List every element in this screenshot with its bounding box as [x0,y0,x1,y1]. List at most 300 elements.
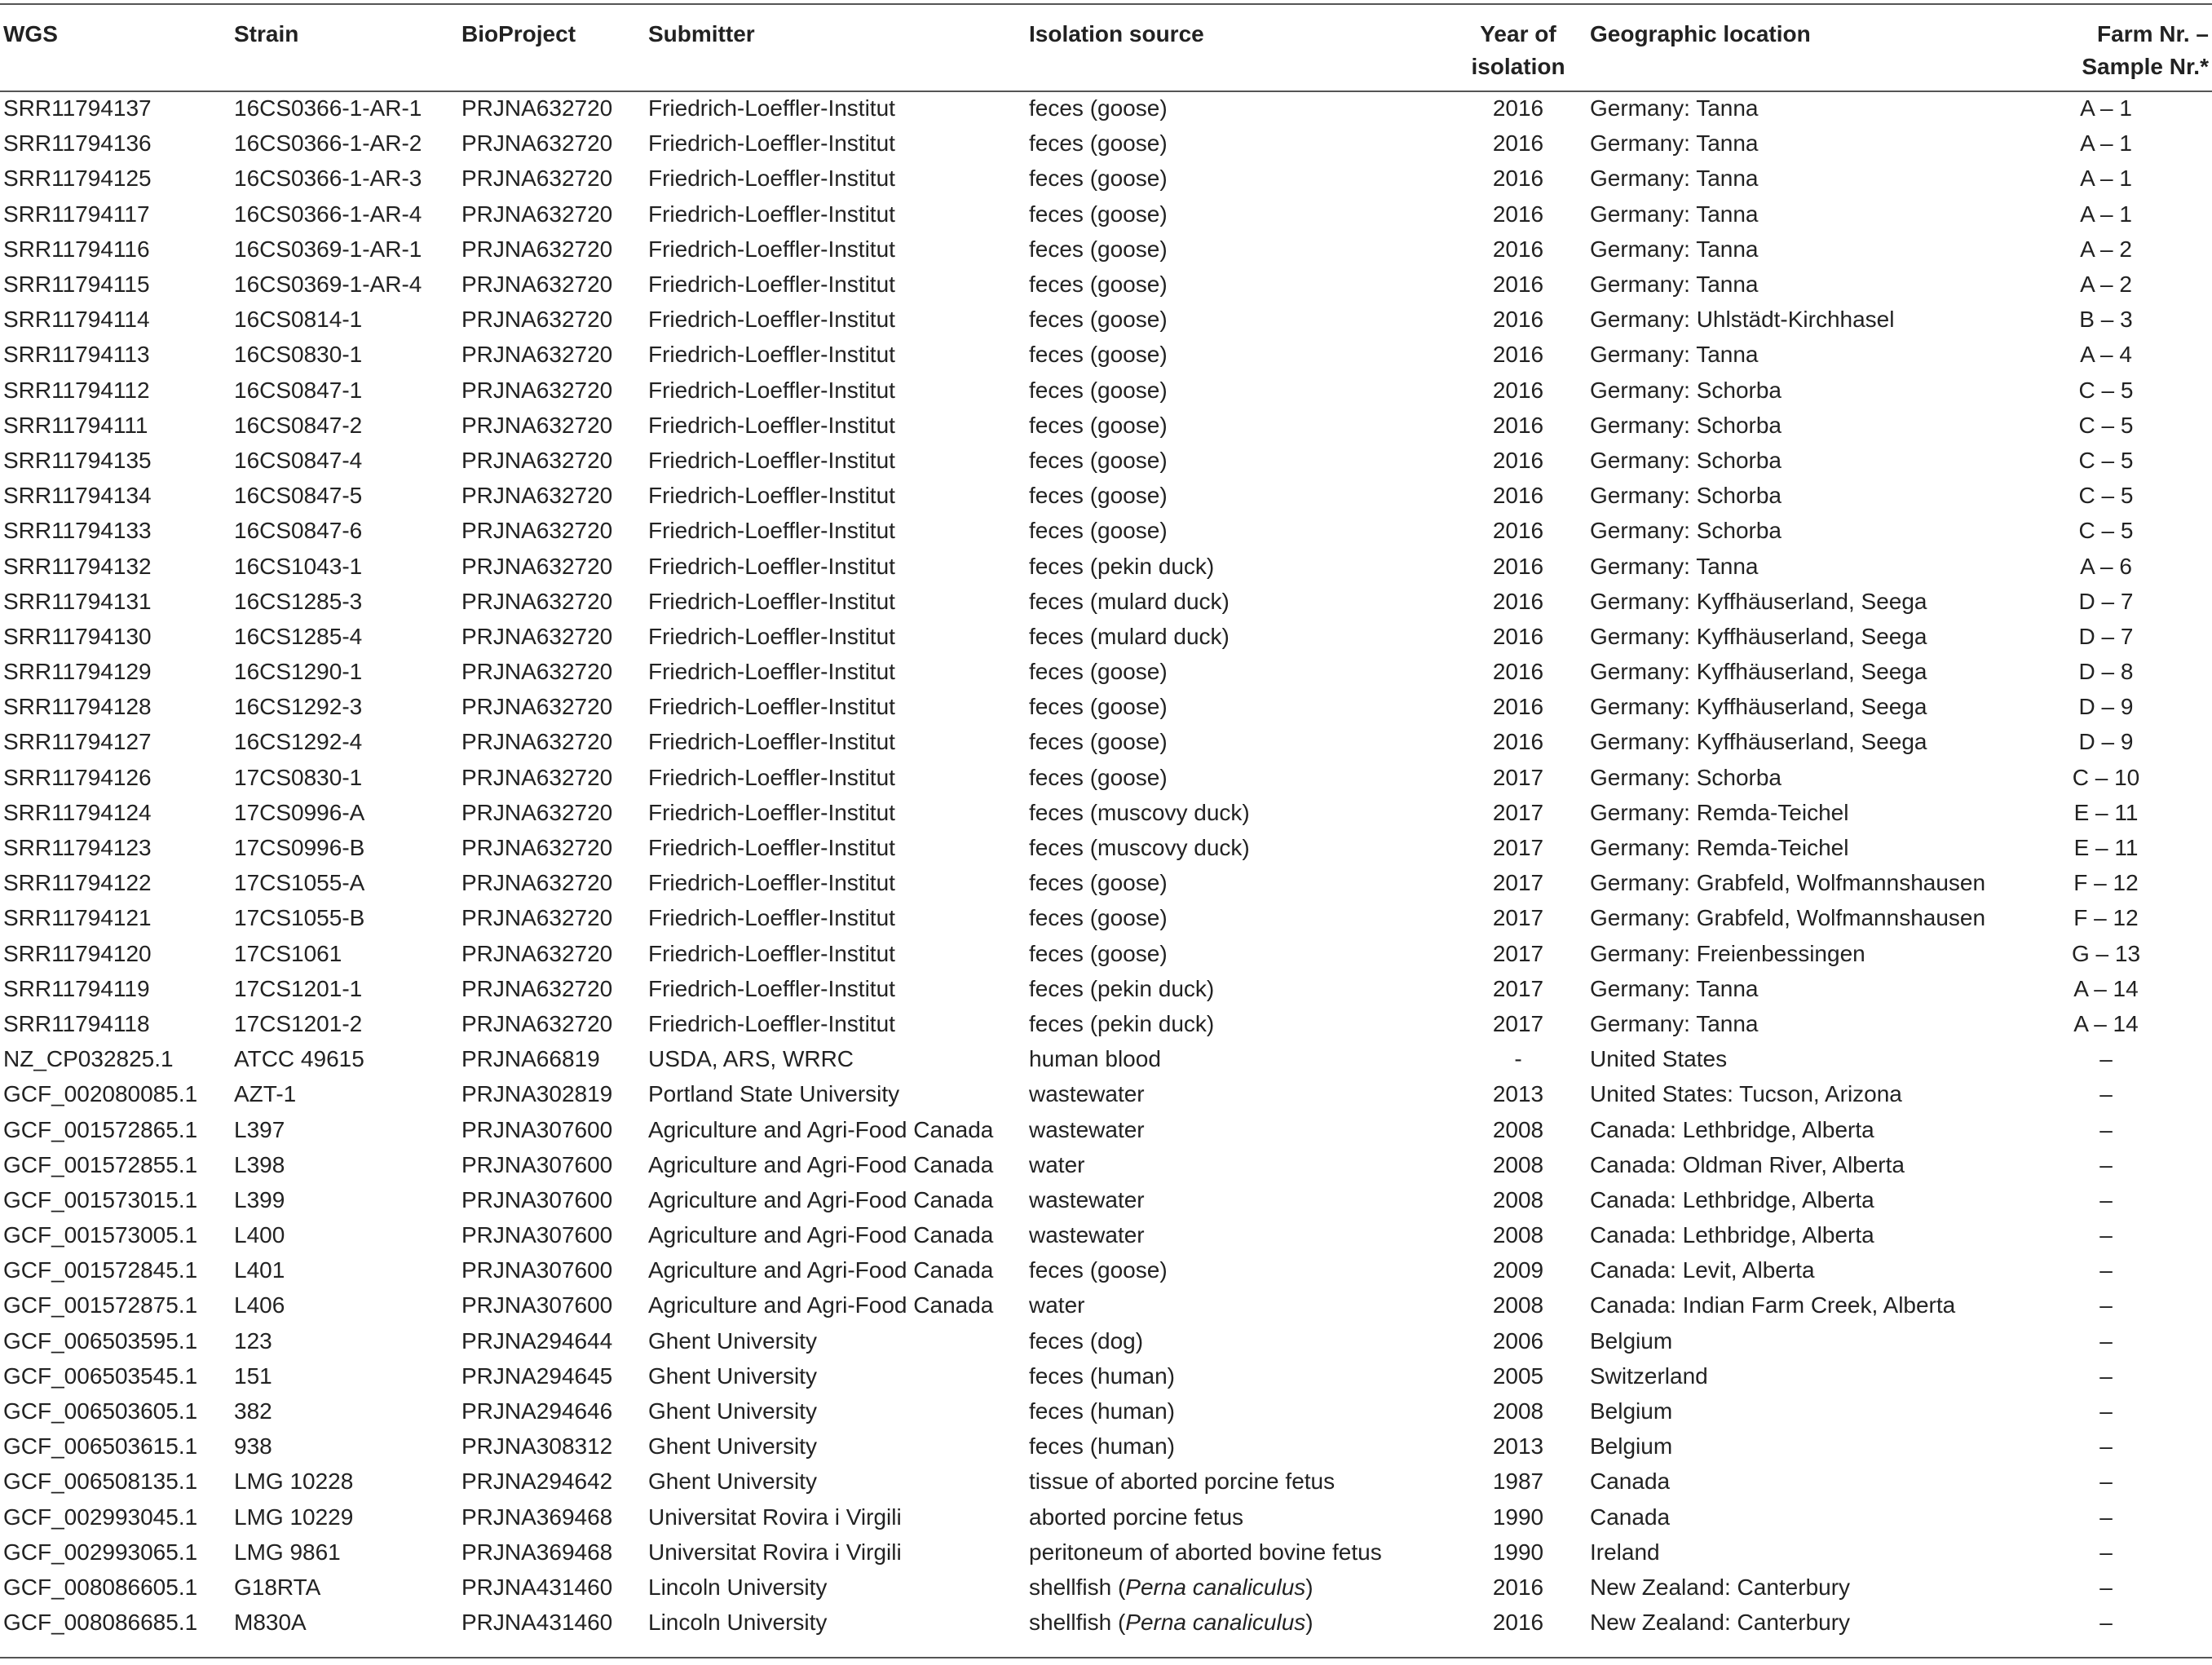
cell-isolation-source: wastewater [1029,1222,1145,1248]
table-body [0,91,2212,1640]
cell-farm-sample: – [2099,1433,2113,1460]
cell-year: 2008 [1492,1186,1544,1212]
cell-submitter: Agriculture and Agri-Food Canada [648,1116,994,1142]
header-row [0,0,2212,91]
cell-isolation-source: feces (goose) [1029,166,1168,192]
cell-strain: 16CS0847-2 [234,412,363,438]
cell-isolation-source: feces (human) [1029,1398,1175,1424]
cell-wgs: SRR11794126 [3,764,152,790]
cell-wgs: SRR11794120 [3,940,152,966]
cell-isolation-source: feces (pekin duck) [1029,975,1215,1001]
source-tail: ) [1305,1610,1314,1636]
cell-bioproject: PRJNA632720 [461,835,613,861]
cell-wgs: GCF_006503615.1 [3,1433,198,1460]
cell-bioproject: PRJNA369468 [461,1504,613,1530]
source-tail: ) [1305,1574,1314,1600]
cell-wgs: GCF_002993065.1 [3,1539,198,1565]
cell-wgs: GCF_001572855.1 [3,1151,198,1177]
cell-bioproject: PRJNA632720 [461,975,613,1001]
cell-year: 2016 [1492,729,1544,755]
table-row [0,126,2212,161]
cell-isolation-source: wastewater [1029,1116,1145,1142]
cell-submitter: Agriculture and Agri-Food Canada [648,1257,994,1283]
cell-geographic-location: Belgium [1590,1327,1673,1354]
cell-geographic-location: Canada: Indian Farm Creek, Alberta [1590,1292,1956,1318]
cell-wgs: SRR11794137 [3,95,152,121]
cell-strain: 16CS0847-1 [234,377,363,403]
cell-geographic-location: Germany: Uhlstädt-Kirchhasel [1590,307,1895,333]
cell-geographic-location: Germany: Tanna [1590,342,1759,368]
cell-wgs: GCF_002993045.1 [3,1504,198,1530]
cell-geographic-location: Germany: Tanna [1590,553,1759,579]
cell-bioproject: PRJNA632720 [461,272,613,298]
cell-farm-sample: D – 8 [2078,659,2134,685]
header-geographic-location: Geographic location [1590,21,1811,46]
table-row [0,408,2212,443]
cell-strain: L399 [234,1186,285,1212]
cell-wgs: GCF_001572865.1 [3,1116,198,1142]
cell-farm-sample: – [2099,1468,2113,1495]
cell-wgs: GCF_001573015.1 [3,1186,198,1212]
cell-strain: 16CS1292-3 [234,694,363,720]
cell-year: 2013 [1492,1433,1544,1460]
cell-farm-sample: – [2099,1574,2113,1600]
cell-farm-sample: – [2099,1292,2113,1318]
cell-year: 2013 [1492,1081,1544,1107]
cell-geographic-location: Switzerland [1590,1362,1708,1389]
cell-submitter: Lincoln University [648,1610,828,1636]
cell-strain: 16CS1285-4 [234,623,363,649]
table-row [0,161,2212,196]
cell-strain: L401 [234,1257,285,1283]
cell-farm-sample: – [2099,1186,2113,1212]
cell-geographic-location: Germany: Schorba [1590,377,1782,403]
cell-isolation-source: feces (goose) [1029,201,1168,227]
cell-farm-sample: E – 11 [2073,799,2139,825]
cell-farm-sample: D – 9 [2078,729,2134,755]
cell-isolation-source: tissue of aborted porcine fetus [1029,1468,1336,1495]
cell-bioproject: PRJNA307600 [461,1257,613,1283]
cell-year: 2017 [1492,975,1544,1001]
table-row [0,232,2212,267]
cell-geographic-location: Germany: Tanna [1590,201,1759,227]
cell-bioproject: PRJNA632720 [461,553,613,579]
table-row [0,900,2212,935]
cell-isolation-source: water [1029,1292,1085,1318]
table-row [0,1252,2212,1287]
cell-submitter: Friedrich-Loeffler-Institut [648,588,895,614]
cell-submitter: Agriculture and Agri-Food Canada [648,1292,994,1318]
cell-farm-sample: – [2099,1362,2113,1389]
cell-wgs: GCF_008086685.1 [3,1610,198,1636]
cell-farm-sample: – [2099,1398,2113,1424]
cell-strain: 17CS1061 [234,940,342,966]
cell-submitter: Friedrich-Loeffler-Institut [648,799,895,825]
cell-farm-sample: C – 5 [2078,412,2134,438]
cell-submitter: Friedrich-Loeffler-Institut [648,659,895,685]
cell-farm-sample: – [2099,1222,2113,1248]
cell-bioproject: PRJNA294644 [461,1327,613,1354]
cell-geographic-location: New Zealand: Canterbury [1590,1574,1851,1600]
table-row [0,1323,2212,1358]
cell-bioproject: PRJNA632720 [461,483,613,509]
cell-year: 2006 [1492,1327,1544,1354]
cell-farm-sample: A – 1 [2080,95,2132,121]
cell-bioproject: PRJNA632720 [461,412,613,438]
cell-farm-sample: A – 2 [2080,236,2132,262]
table-row [0,337,2212,372]
cell-farm-sample: F – 12 [2073,870,2139,896]
cell-wgs: SRR11794115 [3,272,150,298]
cell-farm-sample: C – 5 [2078,518,2134,544]
table-bottom-rule [0,1657,2212,1658]
cell-farm-sample: – [2099,1081,2113,1107]
cell-wgs: SRR11794131 [3,588,152,614]
cell-geographic-location: Germany: Tanna [1590,272,1759,298]
cell-strain: L398 [234,1151,285,1177]
cell-wgs: SRR11794134 [3,483,152,509]
cell-wgs: SRR11794124 [3,799,152,825]
cell-isolation-source: feces (goose) [1029,377,1168,403]
cell-strain: 16CS0366-1-AR-3 [234,166,422,192]
cell-bioproject: PRJNA632720 [461,764,613,790]
cell-bioproject: PRJNA632720 [461,940,613,966]
cell-strain: 123 [234,1327,272,1354]
cell-farm-sample: D – 7 [2078,623,2134,649]
cell-isolation-source: feces (goose) [1029,307,1168,333]
cell-year: 2008 [1492,1116,1544,1142]
cell-bioproject: PRJNA632720 [461,377,613,403]
cell-wgs: GCF_006503605.1 [3,1398,198,1424]
cell-geographic-location: Germany: Remda-Teichel [1590,799,1849,825]
header-farm-line1: Farm Nr. – [2097,21,2209,46]
cell-year: 2016 [1492,659,1544,685]
cell-submitter: Universitat Rovira i Virgili [648,1504,902,1530]
cell-submitter: Friedrich-Loeffler-Institut [648,518,895,544]
cell-geographic-location: Belgium [1590,1398,1673,1424]
cell-submitter: Friedrich-Loeffler-Institut [648,95,895,121]
cell-submitter: Friedrich-Loeffler-Institut [648,975,895,1001]
cell-isolation-source: feces (goose) [1029,659,1168,685]
table-row [0,302,2212,337]
cell-submitter: Friedrich-Loeffler-Institut [648,272,895,298]
cell-isolation-source: feces (goose) [1029,870,1168,896]
cell-geographic-location: United States [1590,1046,1728,1072]
cell-geographic-location: Germany: Schorba [1590,447,1782,473]
cell-strain: 17CS1055-A [234,870,365,896]
cell-farm-sample: A – 1 [2080,201,2132,227]
cell-wgs: GCF_006508135.1 [3,1468,198,1495]
cell-geographic-location: Ireland [1590,1539,1660,1565]
cell-bioproject: PRJNA66819 [461,1046,600,1072]
cell-isolation-source [1029,1605,1446,1640]
cell-submitter: Friedrich-Loeffler-Institut [648,236,895,262]
cell-wgs: SRR11794113 [3,342,150,368]
table-row [0,1041,2212,1076]
cell-year: 2016 [1492,553,1544,579]
cell-submitter: Friedrich-Loeffler-Institut [648,905,895,931]
source-text: shellfish ( [1029,1610,1126,1636]
cell-geographic-location: Canada: Lethbridge, Alberta [1590,1222,1874,1248]
cell-geographic-location: Germany: Tanna [1590,95,1759,121]
table-row [0,936,2212,971]
cell-strain: 16CS0847-6 [234,518,363,544]
cell-farm-sample: A – 4 [2080,342,2132,368]
cell-wgs: GCF_006503595.1 [3,1327,198,1354]
header-bioproject: BioProject [461,21,576,46]
cell-isolation-source: feces (goose) [1029,272,1168,298]
cell-farm-sample: A – 1 [2080,166,2132,192]
cell-bioproject: PRJNA632720 [461,236,613,262]
cell-wgs: SRR11794136 [3,130,152,157]
cell-year: 2008 [1492,1398,1544,1424]
cell-isolation-source: feces (goose) [1029,729,1168,755]
cell-geographic-location: Canada: Lethbridge, Alberta [1590,1186,1874,1212]
header-farm-line2: Sample Nr.* [2082,54,2209,79]
cell-submitter: Friedrich-Loeffler-Institut [648,940,895,966]
cell-isolation-source: feces (goose) [1029,483,1168,509]
header-year [1446,0,1590,91]
table-row [0,197,2212,232]
cell-strain: 16CS0369-1-AR-4 [234,272,422,298]
cell-strain: 17CS0996-B [234,835,365,861]
table-row [0,267,2212,302]
cell-farm-sample: A – 14 [2073,1010,2139,1036]
cell-year: 2016 [1492,694,1544,720]
cell-wgs: SRR11794116 [3,236,150,262]
cell-geographic-location: Germany: Schorba [1590,518,1782,544]
cell-year: 2016 [1492,1574,1544,1600]
cell-year: 2016 [1492,342,1544,368]
cell-year: 2008 [1492,1292,1544,1318]
table-row [0,1217,2212,1252]
cell-farm-sample: A – 2 [2080,272,2132,298]
cell-farm-sample: C – 5 [2078,377,2134,403]
cell-year: 2017 [1492,764,1544,790]
cell-wgs: GCF_001573005.1 [3,1222,198,1248]
table-row [0,443,2212,478]
table-row [0,1605,2212,1640]
cell-bioproject: PRJNA632720 [461,659,613,685]
cell-isolation-source: feces (goose) [1029,764,1168,790]
table-row [0,830,2212,865]
table-row [0,1535,2212,1570]
cell-wgs: SRR11794125 [3,166,152,192]
table-row [0,373,2212,408]
cell-bioproject: PRJNA307600 [461,1186,613,1212]
cell-wgs: SRR11794135 [3,447,152,473]
cell-isolation-source: feces (human) [1029,1433,1175,1460]
cell-strain: 16CS0366-1-AR-4 [234,201,422,227]
cell-year: 2016 [1492,130,1544,157]
cell-farm-sample: A – 6 [2080,553,2132,579]
cell-submitter: Friedrich-Loeffler-Institut [648,623,895,649]
cell-bioproject: PRJNA632720 [461,201,613,227]
cell-bioproject: PRJNA632720 [461,729,613,755]
cell-isolation-source: wastewater [1029,1081,1145,1107]
cell-year: 2016 [1492,95,1544,121]
cell-strain: L406 [234,1292,285,1318]
cell-year: - [1514,1046,1522,1072]
cell-farm-sample: – [2099,1046,2113,1072]
cell-bioproject: PRJNA632720 [461,95,613,121]
cell-isolation-source: feces (goose) [1029,447,1168,473]
cell-isolation-source: feces (goose) [1029,905,1168,931]
cell-geographic-location: Belgium [1590,1433,1673,1460]
cell-isolation-source: feces (goose) [1029,130,1168,157]
cell-submitter: Ghent University [648,1433,817,1460]
cell-strain: 151 [234,1362,272,1389]
cell-bioproject: PRJNA294645 [461,1362,613,1389]
cell-geographic-location: Germany: Freienbessingen [1590,940,1865,966]
cell-year: 2005 [1492,1362,1544,1389]
cell-strain: 17CS1055-B [234,905,365,931]
cell-submitter: Ghent University [648,1398,817,1424]
cell-geographic-location: Germany: Grabfeld, Wolfmannshausen [1590,870,1986,896]
table-row [0,1182,2212,1217]
cell-bioproject: PRJNA632720 [461,1010,613,1036]
cell-geographic-location: Germany: Grabfeld, Wolfmannshausen [1590,905,1986,931]
cell-bioproject: PRJNA632720 [461,623,613,649]
cell-bioproject: PRJNA632720 [461,518,613,544]
cell-wgs: SRR11794114 [3,307,150,333]
cell-farm-sample: C – 5 [2078,447,2134,473]
cell-isolation-source: feces (goose) [1029,236,1168,262]
cell-strain: 16CS0847-5 [234,483,363,509]
table-row [0,689,2212,724]
cell-strain: AZT-1 [234,1081,297,1107]
cell-isolation-source: feces (goose) [1029,95,1168,121]
cell-bioproject: PRJNA632720 [461,166,613,192]
cell-farm-sample: E – 11 [2073,835,2139,861]
cell-geographic-location: Germany: Kyffhäuserland, Seega [1590,694,1927,720]
cell-submitter: Friedrich-Loeffler-Institut [648,553,895,579]
cell-geographic-location: Germany: Schorba [1590,764,1782,790]
cell-bioproject: PRJNA307600 [461,1151,613,1177]
table-row [0,619,2212,654]
cell-bioproject: PRJNA632720 [461,342,613,368]
header-isolation-source: Isolation source [1029,21,1204,46]
cell-strain: 382 [234,1398,272,1424]
table-row [0,1358,2212,1393]
cell-wgs: SRR11794117 [3,201,150,227]
cell-submitter: Friedrich-Loeffler-Institut [648,835,895,861]
cell-year: 2016 [1492,236,1544,262]
cell-submitter: Friedrich-Loeffler-Institut [648,307,895,333]
cell-geographic-location: Germany: Tanna [1590,130,1759,157]
header-farm-sample [2000,0,2212,91]
cell-farm-sample: – [2099,1327,2113,1354]
cell-isolation-source: human blood [1029,1046,1161,1072]
cell-year: 2016 [1492,166,1544,192]
cell-submitter: Friedrich-Loeffler-Institut [648,447,895,473]
cell-submitter: Friedrich-Loeffler-Institut [648,130,895,157]
cell-geographic-location: Canada [1590,1504,1671,1530]
cell-wgs: SRR11794121 [3,905,152,931]
header-year-line2: isolation [1471,54,1565,79]
cell-bioproject: PRJNA307600 [461,1222,613,1248]
cell-year: 2017 [1492,905,1544,931]
header-year-line1: Year of [1480,21,1556,46]
source-text: shellfish ( [1029,1574,1126,1600]
cell-bioproject: PRJNA632720 [461,588,613,614]
table-row [0,513,2212,548]
cell-farm-sample: G – 13 [2071,940,2141,966]
cell-strain: LMG 9861 [234,1539,341,1565]
cell-wgs: GCF_002080085.1 [3,1081,198,1107]
cell-bioproject: PRJNA308312 [461,1433,613,1460]
cell-strain: ATCC 49615 [234,1046,364,1072]
table-row [0,1464,2212,1499]
table-row [0,1499,2212,1535]
cell-isolation-source: wastewater [1029,1186,1145,1212]
cell-year: 2016 [1492,447,1544,473]
cell-year: 2016 [1492,201,1544,227]
cell-isolation-source: feces (muscovy duck) [1029,835,1250,861]
cell-geographic-location: New Zealand: Canterbury [1590,1610,1851,1636]
cell-bioproject: PRJNA307600 [461,1116,613,1142]
table-row [0,865,2212,900]
cell-submitter: Friedrich-Loeffler-Institut [648,729,895,755]
cell-geographic-location: Germany: Kyffhäuserland, Seega [1590,729,1927,755]
table-row [0,1111,2212,1146]
cell-wgs: GCF_001572845.1 [3,1257,198,1283]
cell-wgs: SRR11794133 [3,518,152,544]
cell-isolation-source [1029,1570,1446,1605]
header-wgs: WGS [3,21,58,46]
cell-submitter: USDA, ARS, WRRC [648,1046,854,1072]
cell-year: 2017 [1492,799,1544,825]
cell-strain: G18RTA [234,1574,321,1600]
cell-submitter: Friedrich-Loeffler-Institut [648,483,895,509]
cell-geographic-location: Germany: Tanna [1590,975,1759,1001]
cell-farm-sample: – [2099,1610,2113,1636]
cell-wgs: NZ_CP032825.1 [3,1046,174,1072]
cell-strain: 16CS1043-1 [234,553,363,579]
cell-wgs: GCF_006503545.1 [3,1362,198,1389]
cell-wgs: SRR11794111 [3,412,148,438]
species-name: Perna canaliculus [1125,1610,1306,1636]
table-row [0,654,2212,689]
cell-isolation-source: aborted porcine fetus [1029,1504,1244,1530]
cell-submitter: Agriculture and Agri-Food Canada [648,1222,994,1248]
cell-wgs: SRR11794123 [3,835,152,861]
cell-farm-sample: – [2099,1504,2113,1530]
cell-year: 2016 [1492,272,1544,298]
cell-isolation-source: feces (goose) [1029,694,1168,720]
cell-year: 2017 [1492,835,1544,861]
cell-bioproject: PRJNA369468 [461,1539,613,1565]
table-row [0,1393,2212,1429]
cell-year: 2016 [1492,588,1544,614]
cell-strain: 16CS0847-4 [234,447,363,473]
cell-year: 2016 [1492,518,1544,544]
cell-year: 2017 [1492,870,1544,896]
table-row [0,971,2212,1006]
cell-farm-sample: D – 9 [2078,694,2134,720]
cell-strain: 16CS0814-1 [234,307,363,333]
cell-isolation-source: feces (mulard duck) [1029,588,1230,614]
cell-geographic-location: Germany: Kyffhäuserland, Seega [1590,588,1927,614]
table-row [0,1287,2212,1323]
cell-farm-sample: A – 14 [2073,975,2139,1001]
cell-wgs: SRR11794118 [3,1010,150,1036]
header-submitter: Submitter [648,21,755,46]
cell-submitter: Portland State University [648,1081,900,1107]
cell-farm-sample: C – 10 [2072,764,2140,790]
cell-wgs: SRR11794119 [3,975,150,1001]
cell-bioproject: PRJNA294646 [461,1398,613,1424]
